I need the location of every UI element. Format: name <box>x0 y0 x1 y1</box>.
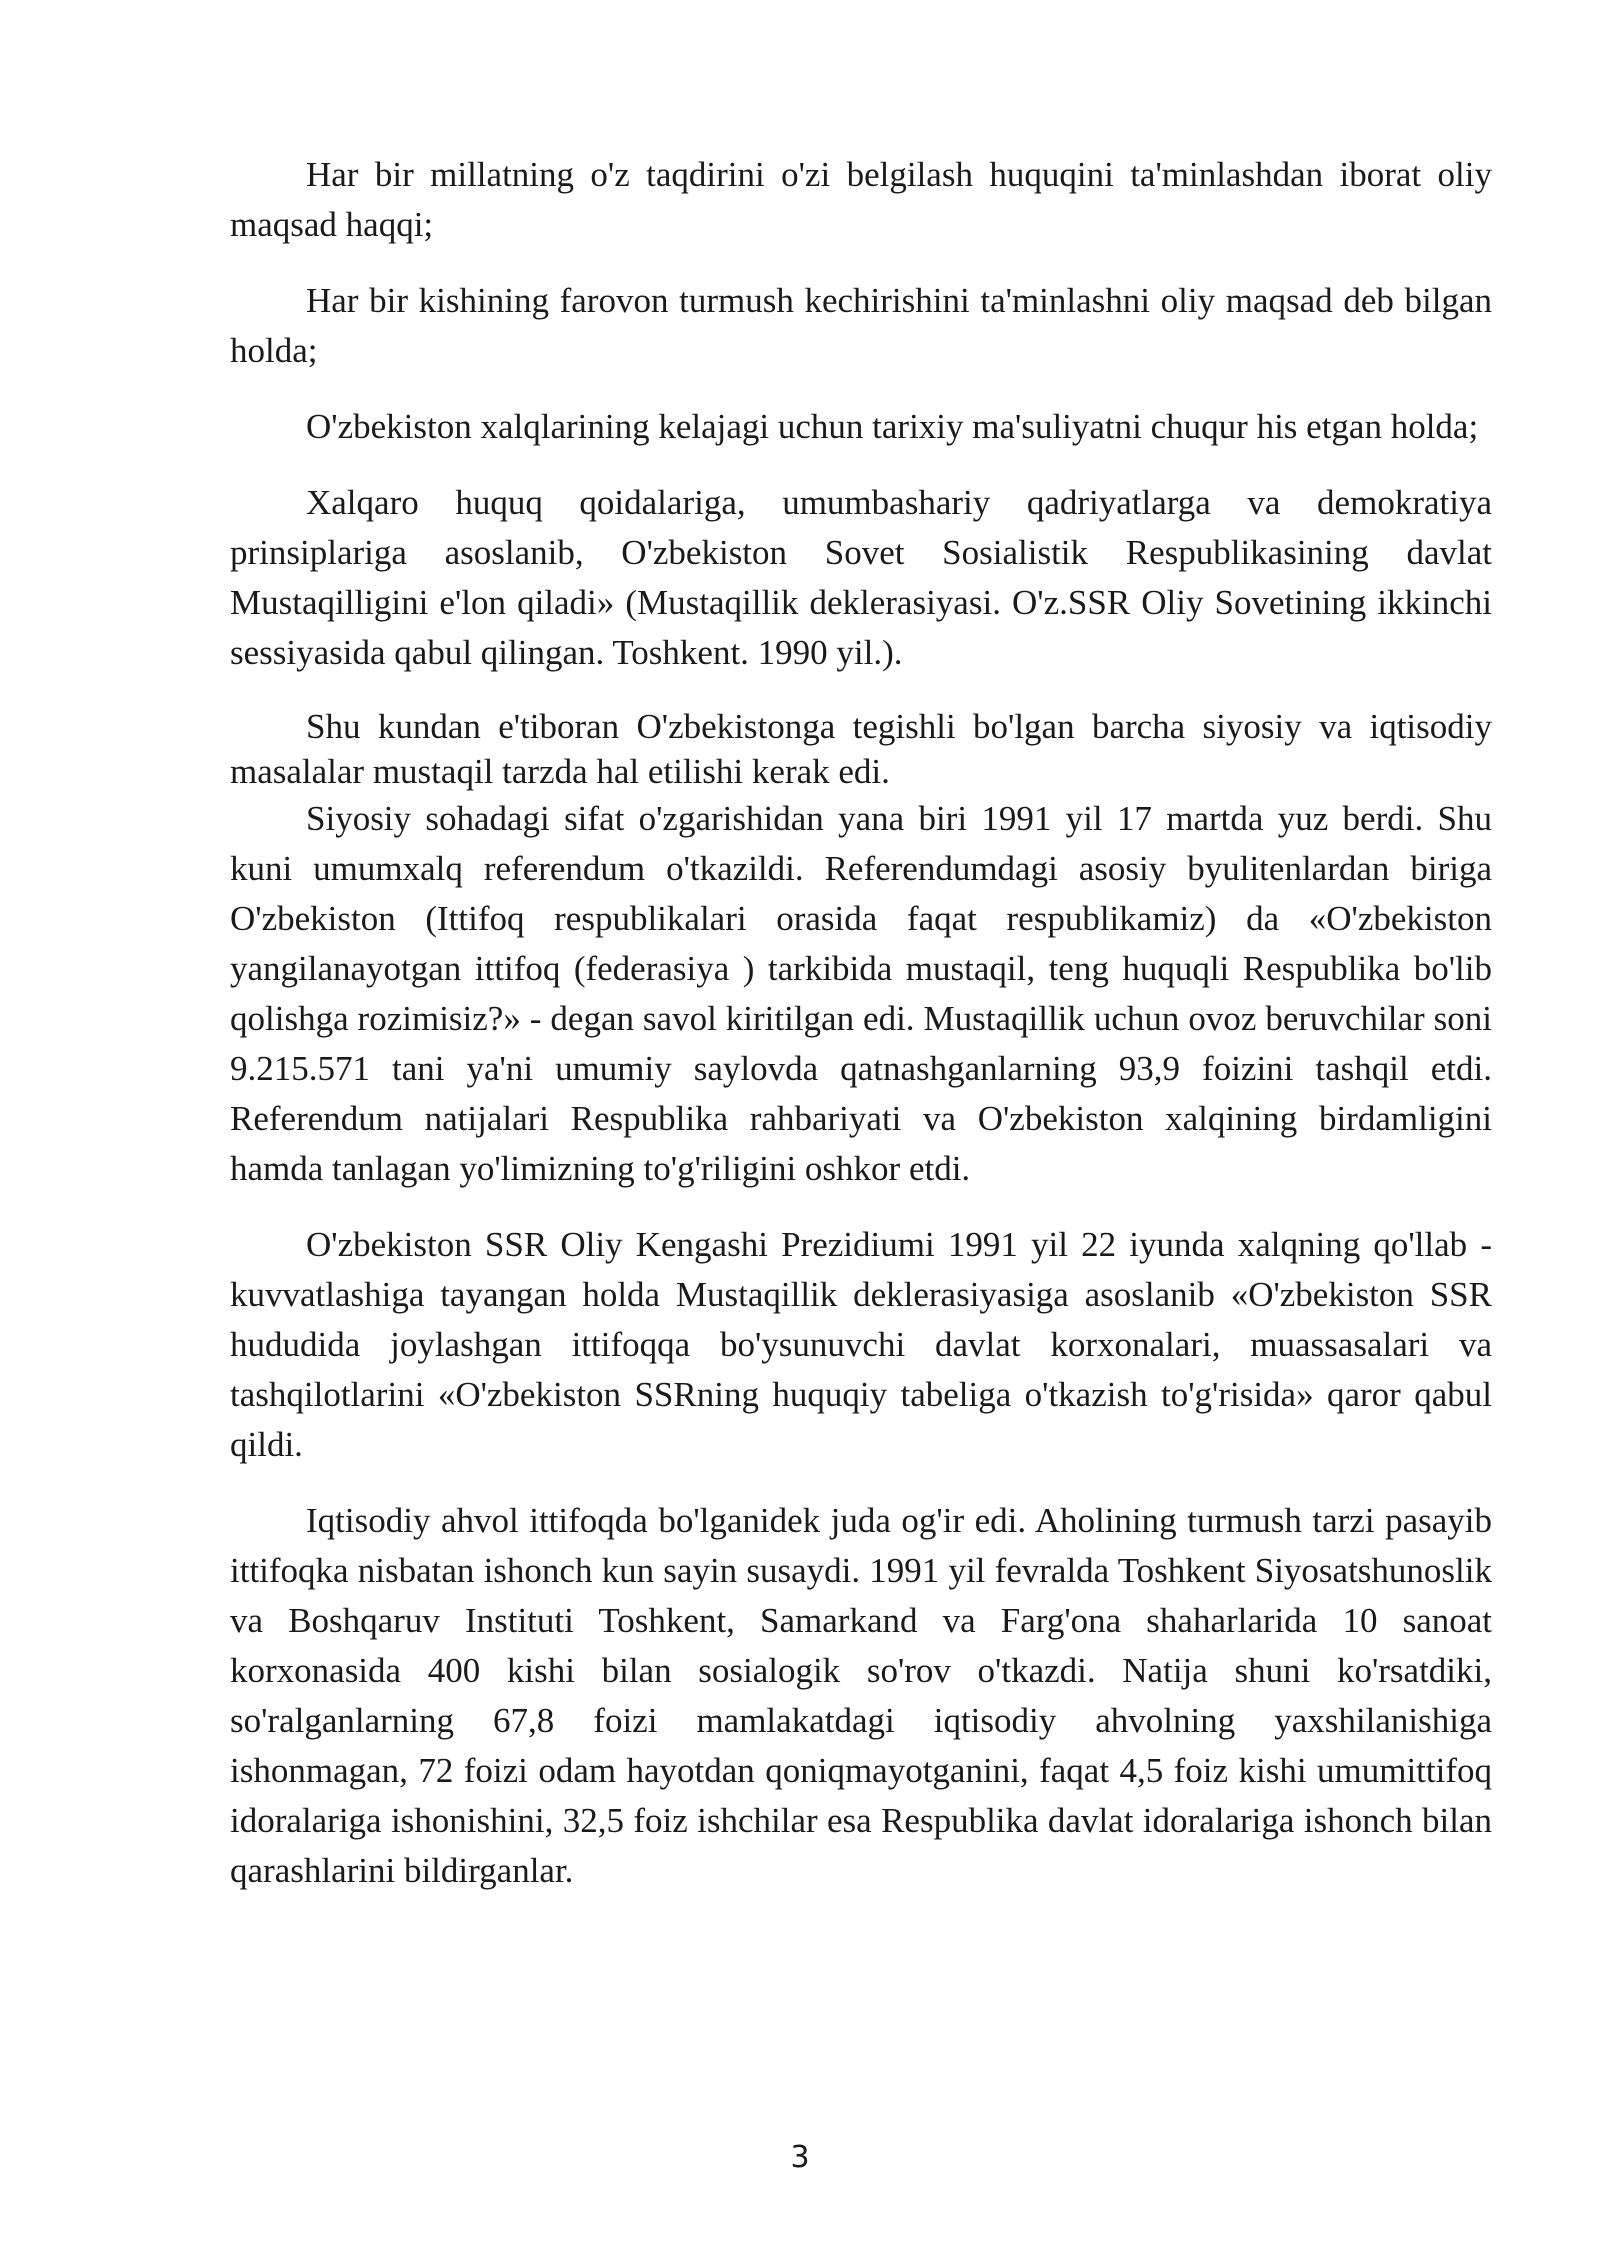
paragraph: Siyosiy sohadagi sifat o'zgarishidan yana biri 1991 yil 17 martda yuz berdi. Shu kuni umumxalq referendum o'tkazildi. Referendumdagi asosiy byulitenlardan biriga O'zbekiston (Ittifoq respublikalari orasida faqat respublikamiz) da «O'zbekiston yangilanayotgan ittifoq (federasiya ) tarkibida mustaqil, teng huquqli Respublika bo'lib qolishga rozimisiz?» - degan savol kiritilgan edi. Mustaqillik uchun ovoz beruvchilar soni 9.215.571 tani ya'ni umumiy saylovda qatnashganlarning 93,9 foizini tashqil etdi. Referendum natijalari Respublika rahbariyati va O'zbekiston xalqining birdamligini hamda tanlagan yo'limizning to'g'riligini oshkor etdi. <box>230 799 1492 1188</box>
paragraph: O'zbekiston SSR Oliy Kengashi Prezidiumi 1991 yil 22 iyunda xalqning qo'llab -kuvvatlashiga tayangan holda Mustaqillik deklerasiyasiga asoslanib «O'zbekiston SSR hududida joylashgan ittifoqqa bo'ysunuvchi davlat korxonalari, muassasalari va tashqilotlarini «O'zbekiston SSRning huquqiy tabeliga o'tkazish to'g'risida» qaror qabul qildi. <box>230 1225 1492 1464</box>
paragraph: Iqtisodiy ahvol ittifoqda bo'lganidek juda og'ir edi. Aholining turmush tarzi pasayib ittifoqka nisbatan ishonch kun sayin susaydi. 1991 yil fevralda Toshkent Siyosatshunoslik va Boshqaruv Instituti Toshkent, Samarkand va Farg'ona shaharlarida 10 sanoat korxonasida 400 kishi bilan sosialogik so'rov o'tkazdi. Natija shuni ko'rsatdiki, so'ralganlarning 67,8 foizi mamlakatdagi iqtisodiy ahvolning yaxshilanishiga ishonmagan, 72 foizi odam hayotdan qoniqmayotganini, faqat 4,5 foiz kishi umumittifoq idoralariga ishonishini, 32,5 foiz ishchilar esa Respublika davlat idoralariga ishonch bilan qarashlarini bildirganlar. <box>230 1501 1492 1890</box>
paragraph: Har bir millatning o'z taqdirini o'zi belgilash huquqini ta'minlashdan iborat oliy maqsad haqqi; <box>230 155 1492 244</box>
page-number: 3 <box>790 2140 810 2175</box>
paragraph: Har bir kishining farovon turmush kechirishini ta'minlashni oliy maqsad deb bilgan holda; <box>230 281 1492 370</box>
paragraph: O'zbekiston xalqlarining kelajagi uchun tarixiy ma'suliyatni chuqur his etgan holda; <box>306 407 1479 446</box>
paragraph: Shu kundan e'tiboran O'zbekistonga tegishli bo'lgan barcha siyosiy va iqtisodiy masalalar mustaqil tarzda hal etilishi kerak edi. <box>230 707 1492 791</box>
document-body <box>230 150 1492 1922</box>
paragraph: Xalqaro huquq qoidalariga, umumbashariy qadriyatlarga va demokratiya prinsiplariga asoslanib, O'zbekiston Sovet Sosialistik Respublikasining davlat Mustaqilligini e'lon qiladi» (Mustaqillik deklerasiyasi. O'z.SSR Oliy Sovetining ikkinchi sessiyasida qabul qilingan. Toshkent. 1990 yil.). <box>230 483 1492 672</box>
